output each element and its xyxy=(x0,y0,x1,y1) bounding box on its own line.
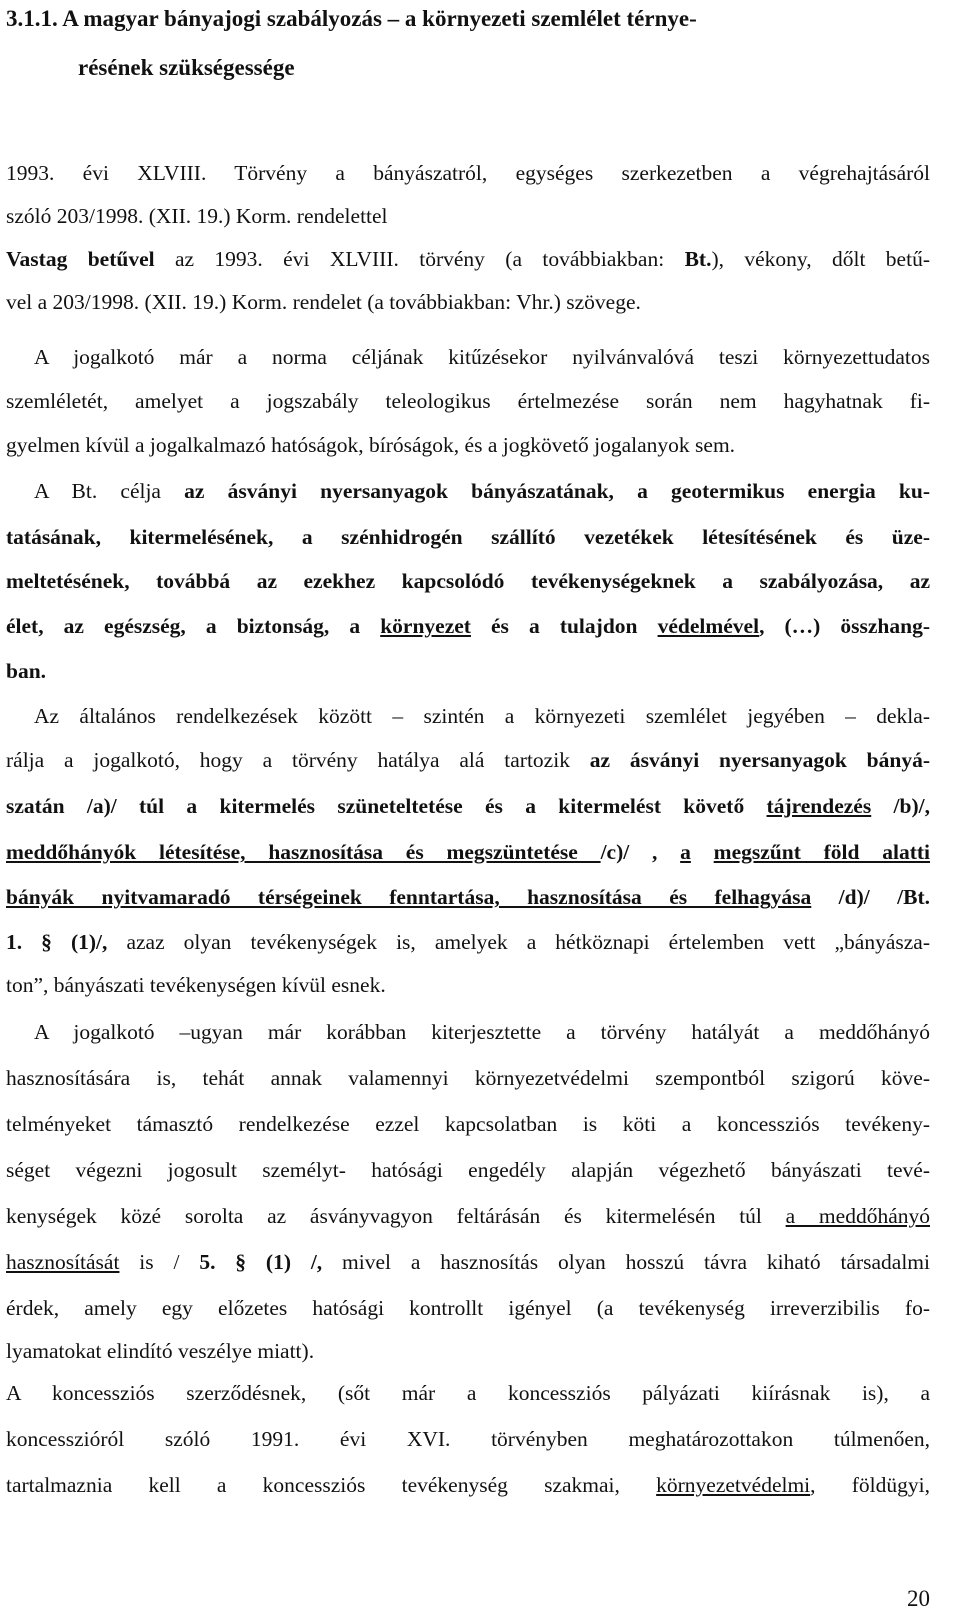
section-heading-line-1: 3.1.1. A magyar bányajogi szabályozás – a környezeti szemlélet térnye- xyxy=(6,6,697,31)
p3-line-2: rálja a jogalkotó, hogy a törvény hatálya alá tartozik az ásványi nyersanyagok bányá- xyxy=(6,748,930,772)
p4-line-8: lyamatokat elindító veszélye miatt). xyxy=(6,1339,315,1363)
page-number: 20 xyxy=(907,1586,930,1611)
p1-line-1: A jogalkotó már a norma céljának kitűzésekor nyilvánvalóvá teszi környezettudatos xyxy=(34,345,930,369)
section-heading-line-2: résének szükségessége xyxy=(78,55,295,80)
p3-line-7: ton”, bányászati tevékenységen kívül esnek. xyxy=(6,973,386,997)
bold-label: Vastag betűvel xyxy=(6,247,155,271)
intro-line-4: vel a 203/1998. (XII. 19.) Korm. rendelet (a továbbiakban: Vhr.) szövege. xyxy=(6,290,641,314)
p3-line-1: Az általános rendelkezések között – szintén a környezeti szemlélet jegyében – dekla- xyxy=(34,704,930,728)
p2-line-1: A Bt. célja az ásványi nyersanyagok bányászatának, a geotermikus energia ku- xyxy=(34,479,930,503)
p4-line-7: érdek, amely egy előzetes hatósági kontrollt igényel (a tevékenység irreverzibilis fo- xyxy=(6,1296,930,1320)
intro-line-1: 1993. évi XLVIII. Törvény a bányászatról, egységes szerkezetben a végrehajtásáról xyxy=(6,161,930,185)
p5-line-2: koncesszióról szóló 1991. évi XVI. törvényben meghatározottakon túlmenően, xyxy=(6,1427,930,1451)
p1-line-2: szemléletét, amelyet a jogszabály teleologikus értelmezése során nem hagyhatnak fi- xyxy=(6,389,930,413)
intro-line-3: Vastag betűvel az 1993. évi XLVIII. törvény (a továbbiakban: Bt.), vékony, dőlt betű- xyxy=(6,247,930,271)
p4-line-1: A jogalkotó –ugyan már korábban kiterjesztette a törvény hatályát a meddőhányó xyxy=(34,1020,930,1044)
p2-line-3: meltetésének, továbbá az ezekhez kapcsolódó tevékenységeknek a szabályozása, az xyxy=(6,569,930,593)
p4-line-6: hasznosítását is / 5. § (1) /, mivel a hasznosítás olyan hosszú távra kiható társadalmi xyxy=(6,1250,930,1274)
p4-line-2: hasznosítására is, tehát annak valamennyi környezetvédelmi szempontból szigorú köve- xyxy=(6,1066,930,1090)
p2-line-4: élet, az egészség, a biztonság, a környezet és a tulajdon védelmével, (…) összhang- xyxy=(6,614,931,638)
p3-line-6: 1. § (1)/, azaz olyan tevékenységek is, amelyek a hétköznapi értelemben vett „bányásza- xyxy=(6,930,930,954)
p3-line-4: meddőhányók létesítése, hasznosítása és megszüntetése /c)/ , a megszűnt föld alatti xyxy=(6,840,931,864)
p2-line-5: ban. xyxy=(6,659,47,683)
p3-line-5: bányák nyitvamaradó térségeinek fenntartása, hasznosítása és felhagyása /d)/ /Bt. xyxy=(6,885,930,909)
p3-line-3: szatán /a)/ túl a kitermelés szüneteltetése és a kitermelést követő tájrendezés /b)/, xyxy=(6,794,930,818)
p1-line-3: gyelmen kívül a jogalkalmazó hatóságok, bíróságok, és a jogkövető jogalanyok sem. xyxy=(6,433,736,457)
p4-line-3: telményeket támasztó rendelkezése ezzel kapcsolatban is köti a koncessziós tevékeny- xyxy=(6,1112,930,1136)
intro-line-2: szóló 203/1998. (XII. 19.) Korm. rendelettel xyxy=(6,204,388,228)
p4-line-5: kenységek közé sorolta az ásványvagyon feltárásán és kitermelésén túl a meddőhányó xyxy=(6,1204,930,1228)
p5-line-1: A koncessziós szerződésnek, (sőt már a koncessziós pályázati kiírásnak is), a xyxy=(6,1381,930,1405)
p5-line-3: tartalmaznia kell a koncessziós tevékenység szakmai, környezetvédelmi, földügyi, xyxy=(6,1473,930,1497)
p2-line-2: tatásának, kitermelésének, a szénhidrogén szállító vezetékek létesítésének és üze- xyxy=(6,525,930,549)
p4-line-4: séget végezni jogosult személyt- hatósági engedély alapján végezhető bányászati tevé- xyxy=(6,1158,930,1182)
